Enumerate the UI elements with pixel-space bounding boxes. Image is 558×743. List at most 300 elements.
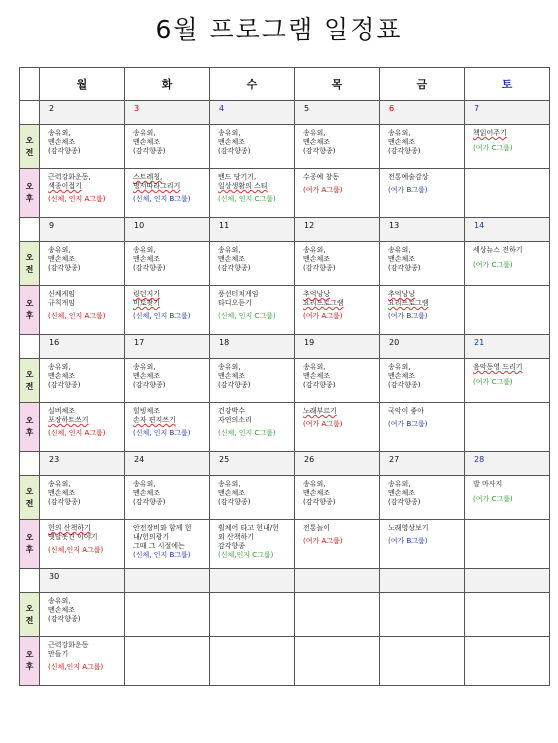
slot-label-text: 오 전 xyxy=(25,252,34,274)
pm-program-cell-mon xyxy=(40,286,125,335)
pm-program-cell-mon xyxy=(40,637,125,686)
program-line: (신체, 인지 A그룹) xyxy=(48,195,106,203)
program-line: 힐빙체조 xyxy=(133,407,161,415)
program-line: 맨손체조 xyxy=(218,255,246,263)
am-program-cell-mon xyxy=(40,125,125,169)
program-line: (신체, 인지 B그룹) xyxy=(133,429,191,437)
program-line: (신체, 인지 C그룹) xyxy=(218,312,276,320)
program-line: (감각향종) xyxy=(218,264,251,272)
program-line: 송유외, xyxy=(303,363,326,371)
program-text xyxy=(380,403,464,429)
program-text xyxy=(210,520,294,560)
program-line: (여가 B그룹) xyxy=(388,186,428,194)
program-line: (여가 C그룹) xyxy=(473,378,513,386)
program-line: 근력강화운동 xyxy=(48,641,89,649)
program-text xyxy=(40,242,124,273)
pm-program-cell-wed xyxy=(210,403,295,452)
program-text xyxy=(380,593,464,597)
program-line: 송유외, xyxy=(218,246,241,254)
program-line: 헌의 산책하기 xyxy=(48,524,91,532)
program-text xyxy=(125,403,209,438)
date-cell-fri: 20 xyxy=(380,335,465,359)
date-cell-fri: 13 xyxy=(380,218,465,242)
program-text xyxy=(295,125,379,156)
pm-program-cell-mon xyxy=(40,520,125,569)
am-program-cell-fri xyxy=(380,242,465,286)
program-line: 안전장비와 함께 헌 xyxy=(133,524,192,532)
am-program-cell-tue xyxy=(125,476,210,520)
day-header-tue: 화 xyxy=(125,68,210,101)
program-line: (감각향종) xyxy=(133,498,166,506)
program-line: (감각향종) xyxy=(218,381,251,389)
date-cell-fri: 6 xyxy=(380,101,465,125)
afternoon-label xyxy=(20,403,40,452)
program-text xyxy=(465,593,549,597)
program-line: (신체, 인지 A그룹) xyxy=(48,429,106,437)
program-text xyxy=(380,520,464,546)
program-line: 맨손체조 xyxy=(388,489,416,497)
pm-program-cell-mon xyxy=(40,403,125,452)
program-text xyxy=(465,637,549,641)
pm-program-cell-thu xyxy=(295,169,380,218)
program-line: 색종이접기 xyxy=(48,182,82,190)
afternoon-label xyxy=(20,169,40,218)
program-line: 송유외, xyxy=(133,363,156,371)
date-cell-tue: 10 xyxy=(125,218,210,242)
program-text xyxy=(295,637,379,641)
schedule-table xyxy=(19,67,550,686)
program-line: 책읽어주기 xyxy=(473,129,507,137)
program-line: 송유외, xyxy=(303,246,326,254)
program-line: 송유외, xyxy=(388,129,411,137)
pm-program-cell-tue xyxy=(125,286,210,335)
date-row-label xyxy=(20,101,40,125)
pm-program-cell-tue xyxy=(125,169,210,218)
program-text xyxy=(40,125,124,156)
week-date-row xyxy=(20,101,550,125)
program-line: 맨손체조 xyxy=(303,255,331,263)
date-cell-tue xyxy=(125,569,210,593)
program-line: (감각향종) xyxy=(303,147,336,155)
pm-program-cell-sat xyxy=(465,403,550,452)
program-text xyxy=(40,637,124,672)
morning-label xyxy=(20,593,40,637)
program-line: 실버체조 xyxy=(48,407,76,415)
program-text xyxy=(465,125,549,153)
slot-label-text: 오 후 xyxy=(25,182,34,203)
program-text xyxy=(40,476,124,507)
day-header-sat: 토 xyxy=(465,68,550,101)
pm-program-cell-wed xyxy=(210,637,295,686)
program-line: 명서따라그리기 xyxy=(133,182,181,190)
date-cell-wed: 18 xyxy=(210,335,295,359)
program-text xyxy=(465,359,549,387)
program-text xyxy=(210,286,294,321)
pm-program-cell-thu xyxy=(295,637,380,686)
am-program-cell-mon xyxy=(40,359,125,403)
program-line: 맨손체조 xyxy=(48,606,76,614)
day-header-thu: 목 xyxy=(295,68,380,101)
program-line: 요리프로그램 xyxy=(303,299,344,307)
date-cell-tue: 3 xyxy=(125,101,210,125)
pm-program-cell-sat xyxy=(465,286,550,335)
program-line: 국악이 좋아 xyxy=(388,407,425,415)
corner-cell xyxy=(20,68,40,101)
program-line: (여가 C그룹) xyxy=(473,495,513,503)
program-line: (감각향종) xyxy=(388,147,421,155)
pm-program-cell-sat xyxy=(465,169,550,218)
pm-program-cell-wed xyxy=(210,520,295,569)
am-program-cell-sat xyxy=(465,359,550,403)
am-program-cell-sat xyxy=(465,242,550,286)
morning-row xyxy=(20,476,550,520)
afternoon-row xyxy=(20,403,550,452)
program-text xyxy=(465,476,549,504)
am-program-cell-sat xyxy=(465,593,550,637)
program-text xyxy=(40,169,124,204)
program-line: (감각향종) xyxy=(48,498,81,506)
program-line: 맨손체조 xyxy=(303,372,331,380)
program-line: 맨손체조 xyxy=(133,255,161,263)
pm-program-cell-thu xyxy=(295,403,380,452)
am-program-cell-wed xyxy=(210,476,295,520)
program-text xyxy=(210,403,294,438)
program-line: 발 마사지 xyxy=(473,480,503,488)
page-title: 6월 프로그램 일정표 xyxy=(155,15,403,44)
program-text xyxy=(380,242,464,273)
program-line: 만들기 xyxy=(48,650,69,658)
program-line: (감각향종) xyxy=(303,264,336,272)
program-text xyxy=(210,637,294,641)
date-cell-wed xyxy=(210,569,295,593)
morning-label xyxy=(20,476,40,520)
program-line: 건강박수 xyxy=(218,407,246,415)
pm-program-cell-tue xyxy=(125,520,210,569)
am-program-cell-tue xyxy=(125,593,210,637)
program-text xyxy=(295,242,379,273)
date-cell-thu: 19 xyxy=(295,335,380,359)
pm-program-cell-tue xyxy=(125,637,210,686)
program-text xyxy=(40,520,124,555)
program-line: (신체,인지 C그룹) xyxy=(218,551,274,559)
program-line: (신체, 인지 B그룹) xyxy=(133,195,191,203)
program-line: 송유외, xyxy=(48,363,71,371)
date-cell-wed: 4 xyxy=(210,101,295,125)
program-line: 맨손체조 xyxy=(133,489,161,497)
pm-program-cell-sat xyxy=(465,637,550,686)
program-text xyxy=(40,593,124,624)
date-cell-thu: 12 xyxy=(295,218,380,242)
program-line: (감각향종) xyxy=(133,147,166,155)
date-cell-mon: 16 xyxy=(40,335,125,359)
date-cell-thu: 5 xyxy=(295,101,380,125)
program-line: (신체, 인지 B그룹) xyxy=(133,551,191,559)
program-text xyxy=(125,476,209,507)
day-header-fri: 금 xyxy=(380,68,465,101)
program-line: (여가 A그룹) xyxy=(303,537,343,545)
program-line: (감각향종) xyxy=(48,147,81,155)
am-program-cell-wed xyxy=(210,593,295,637)
program-line: 맨손체조 xyxy=(48,255,76,263)
program-text xyxy=(380,637,464,641)
date-cell-tue: 17 xyxy=(125,335,210,359)
program-line: 요리프로그램 xyxy=(388,299,429,307)
week-date-row xyxy=(20,452,550,476)
program-line: 옛날옷견 이야기 xyxy=(48,533,98,541)
program-line: 외 산책하기 xyxy=(218,533,255,541)
am-program-cell-thu xyxy=(295,359,380,403)
program-line: 타디오듣기 xyxy=(218,299,252,307)
date-cell-sat: 21 xyxy=(465,335,550,359)
program-text xyxy=(295,286,379,321)
slot-label-text: 오 후 xyxy=(25,533,34,554)
program-text xyxy=(210,593,294,597)
program-line: 송유외, xyxy=(48,129,71,137)
week-date-row xyxy=(20,569,550,593)
program-line: 맨손체조 xyxy=(48,138,76,146)
program-line: 송유외, xyxy=(218,480,241,488)
afternoon-row xyxy=(20,637,550,686)
morning-label xyxy=(20,125,40,169)
program-text xyxy=(295,403,379,429)
program-line: (여가 C그룹) xyxy=(473,261,513,269)
day-header-row xyxy=(20,68,550,101)
date-cell-mon: 30 xyxy=(40,569,125,593)
program-line: 맨손체조 xyxy=(303,489,331,497)
program-line: 수공예 창동 xyxy=(303,173,340,181)
date-cell-thu xyxy=(295,569,380,593)
program-line: 미로찾기 xyxy=(133,299,161,307)
program-text xyxy=(125,125,209,156)
program-line: 맨손체조 xyxy=(48,489,76,497)
program-text xyxy=(295,359,379,390)
morning-row xyxy=(20,359,550,403)
am-program-cell-mon xyxy=(40,476,125,520)
afternoon-row xyxy=(20,520,550,569)
program-line: 링던지기 xyxy=(133,290,161,298)
am-program-cell-wed xyxy=(210,242,295,286)
program-line: (감각향종) xyxy=(303,381,336,389)
day-header-wed: 수 xyxy=(210,68,295,101)
date-cell-fri xyxy=(380,569,465,593)
program-text xyxy=(380,359,464,390)
program-text xyxy=(210,169,294,204)
slot-label-text: 오 전 xyxy=(25,603,34,625)
am-program-cell-wed xyxy=(210,359,295,403)
slot-label-text: 오 전 xyxy=(25,135,34,157)
pm-program-cell-thu xyxy=(295,286,380,335)
pm-program-cell-fri xyxy=(380,637,465,686)
program-text xyxy=(210,476,294,507)
program-line: (감각향종) xyxy=(133,264,166,272)
afternoon-row xyxy=(20,286,550,335)
morning-label xyxy=(20,242,40,286)
pm-program-cell-wed xyxy=(210,286,295,335)
program-text xyxy=(295,593,379,597)
program-line: 전통예술감상 xyxy=(388,173,429,181)
slot-label-text: 오 후 xyxy=(25,416,34,437)
program-line: (감각향종) xyxy=(48,615,81,623)
program-line: 노래부르기 xyxy=(303,407,337,415)
program-line: 맨손체조 xyxy=(133,372,161,380)
program-line: (여가 A그룹) xyxy=(303,186,343,194)
program-line: 송유외, xyxy=(388,246,411,254)
pm-program-cell-tue xyxy=(125,403,210,452)
program-line: 음악동영 드리기 xyxy=(473,363,523,371)
program-line: (감각향종) xyxy=(218,147,251,155)
program-line: 손자 편지쓰기 xyxy=(133,416,176,424)
date-row-label xyxy=(20,335,40,359)
date-cell-mon: 2 xyxy=(40,101,125,125)
program-text xyxy=(125,242,209,273)
program-line: (신체, 인지 C그룹) xyxy=(218,429,276,437)
pm-program-cell-mon xyxy=(40,169,125,218)
day-header-mon: 월 xyxy=(40,68,125,101)
program-line: 일상생활의 스티 xyxy=(218,182,268,190)
program-line: 맨손체조 xyxy=(388,255,416,263)
program-line: 자연의소리 xyxy=(218,416,252,424)
program-line: 송유외, xyxy=(48,597,71,605)
program-line: 신체게임 xyxy=(48,290,76,298)
program-line: 맨손체조 xyxy=(388,372,416,380)
slot-label-text: 오 전 xyxy=(25,486,34,508)
am-program-cell-mon xyxy=(40,242,125,286)
pm-program-cell-wed xyxy=(210,169,295,218)
week-date-row xyxy=(20,218,550,242)
program-text xyxy=(40,286,124,321)
program-text xyxy=(210,242,294,273)
program-line: 송유외, xyxy=(48,246,71,254)
am-program-cell-tue xyxy=(125,359,210,403)
am-program-cell-thu xyxy=(295,476,380,520)
program-line: 송유외, xyxy=(133,480,156,488)
program-line: 송유외, xyxy=(303,129,326,137)
pm-program-cell-sat xyxy=(465,520,550,569)
program-line: (감각향종) xyxy=(388,264,421,272)
am-program-cell-fri xyxy=(380,476,465,520)
program-line: 스트레칭, xyxy=(133,173,163,181)
program-line: 송유외, xyxy=(388,480,411,488)
program-line: (감각향종) xyxy=(388,498,421,506)
date-cell-sat: 7 xyxy=(465,101,550,125)
program-text xyxy=(210,125,294,156)
program-line: 맨손체조 xyxy=(48,372,76,380)
program-line: 송유외, xyxy=(48,480,71,488)
program-line: 맨손체조 xyxy=(218,138,246,146)
program-line: (신체, 인지 C그룹) xyxy=(218,195,276,203)
program-line: 송유외, xyxy=(218,129,241,137)
program-line: 포장하트쓰기 xyxy=(48,416,89,424)
program-line: (여가 B그룹) xyxy=(388,312,428,320)
program-text xyxy=(380,286,464,321)
date-cell-thu: 26 xyxy=(295,452,380,476)
program-text xyxy=(125,593,209,597)
date-cell-mon: 9 xyxy=(40,218,125,242)
program-line: (신체,인지 A그룹) xyxy=(48,546,104,554)
morning-label xyxy=(20,359,40,403)
program-line: 휠체어 타고 헌내/헌 xyxy=(218,524,279,532)
program-line: 맨손체조 xyxy=(303,138,331,146)
program-line: 송유외, xyxy=(388,363,411,371)
afternoon-label xyxy=(20,520,40,569)
date-cell-sat: 14 xyxy=(465,218,550,242)
pm-program-cell-fri xyxy=(380,286,465,335)
week-date-row xyxy=(20,335,550,359)
program-line: (감각향종) xyxy=(388,381,421,389)
program-line: 맨손체조 xyxy=(218,489,246,497)
program-line: 규칙게임 xyxy=(48,299,76,307)
date-row-label xyxy=(20,218,40,242)
program-line: (신체, 인지 B그룹) xyxy=(133,312,191,320)
slot-label-text: 오 전 xyxy=(25,369,34,391)
program-text xyxy=(465,169,549,173)
date-cell-fri: 27 xyxy=(380,452,465,476)
program-text xyxy=(125,286,209,321)
program-line: 근력강화운동, xyxy=(48,173,91,181)
am-program-cell-fri xyxy=(380,593,465,637)
date-row-label xyxy=(20,452,40,476)
program-line: (감각향종) xyxy=(48,264,81,272)
program-text xyxy=(380,476,464,507)
pm-program-cell-fri xyxy=(380,520,465,569)
program-text xyxy=(210,359,294,390)
program-line: 전통놀이 xyxy=(303,524,331,532)
program-line: 노래영상보기 xyxy=(388,524,429,532)
afternoon-label xyxy=(20,637,40,686)
am-program-cell-fri xyxy=(380,359,465,403)
am-program-cell-mon xyxy=(40,593,125,637)
morning-row xyxy=(20,125,550,169)
afternoon-row xyxy=(20,169,550,218)
program-line: 감각향종 xyxy=(218,542,246,550)
program-line: (감각향종) xyxy=(303,498,336,506)
program-line: (신체, 인지 A그룹) xyxy=(48,312,106,320)
slot-label-text: 오 후 xyxy=(25,650,34,671)
program-line: 맨손체조 xyxy=(133,138,161,146)
am-program-cell-thu xyxy=(295,593,380,637)
date-cell-sat: 28 xyxy=(465,452,550,476)
program-text xyxy=(125,520,209,560)
program-line: 맨손체조 xyxy=(218,372,246,380)
date-cell-wed: 25 xyxy=(210,452,295,476)
program-line: 그때 그 시절에는 xyxy=(133,542,185,550)
program-line: (여가 B그룹) xyxy=(388,420,428,428)
date-cell-wed: 11 xyxy=(210,218,295,242)
pm-program-cell-fri xyxy=(380,169,465,218)
program-text xyxy=(380,169,464,195)
program-text xyxy=(40,403,124,438)
program-text xyxy=(465,242,549,270)
program-line: 풍선터치게임 xyxy=(218,290,259,298)
program-line: (감각향종) xyxy=(218,498,251,506)
pm-program-cell-thu xyxy=(295,520,380,569)
program-line: (여가 A그룹) xyxy=(303,312,343,320)
program-text xyxy=(295,520,379,546)
program-line: 추억낭낭 xyxy=(303,290,331,298)
program-text xyxy=(465,403,549,407)
program-line: 추억낭낭 xyxy=(388,290,416,298)
date-cell-mon: 23 xyxy=(40,452,125,476)
program-line: 내/헌의광기 xyxy=(133,533,170,541)
program-line: 맨손체조 xyxy=(388,138,416,146)
am-program-cell-fri xyxy=(380,125,465,169)
slot-label-text: 오 후 xyxy=(25,299,34,320)
program-text xyxy=(295,476,379,507)
program-line: (여가 C그룹) xyxy=(473,144,513,152)
program-text xyxy=(465,286,549,290)
program-line: 송유외, xyxy=(133,129,156,137)
program-line: (신체,인지 A그룹) xyxy=(48,663,104,671)
